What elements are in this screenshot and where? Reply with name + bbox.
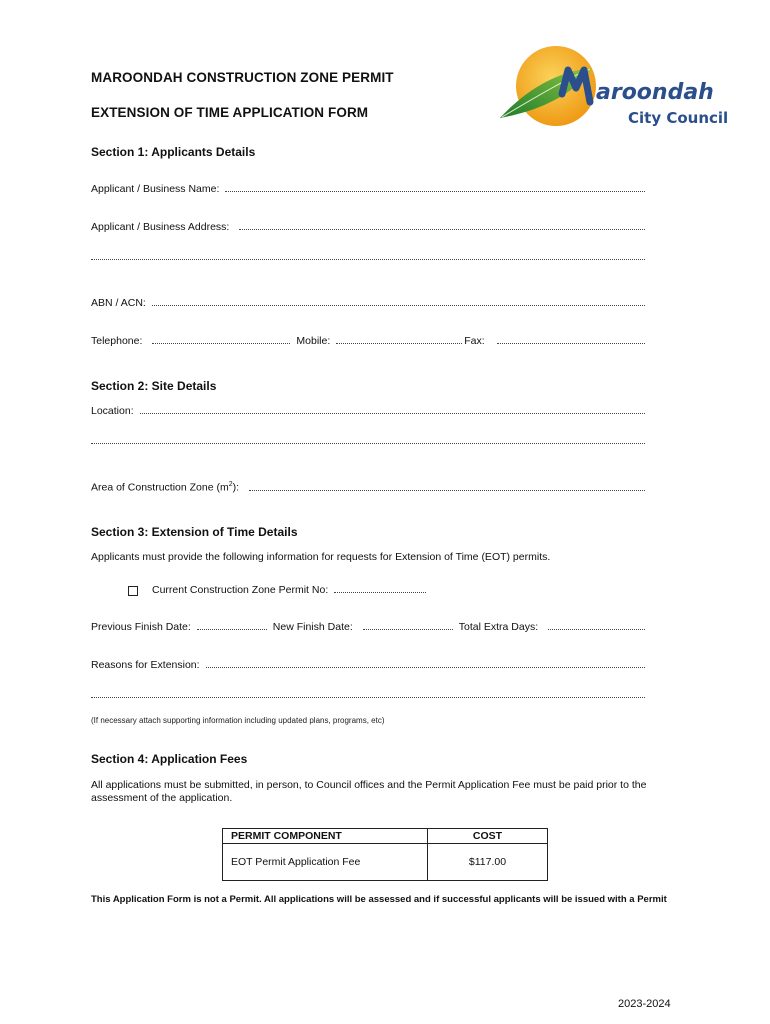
area-label: Area of Construction Zone $(m^2)$:: [91, 481, 240, 494]
section3-heading: Section 3: Extension of Time Details: [91, 525, 298, 539]
fees-header-component: PERMIT COMPONENT: [223, 829, 428, 844]
logo-wordmark: aroondah: [596, 80, 714, 105]
new-finish-label: New Finish Date:: [272, 621, 353, 633]
previous-finish-line[interactable]: [197, 629, 267, 630]
location-label: Location:: [91, 405, 134, 417]
section1-heading: Section 1: Applicants Details: [91, 145, 256, 159]
disclaimer-text: This Application Form is not a Permit. All applications will be assessed and if successful applicants will be issued with a Permit: [91, 894, 667, 905]
telephone-line[interactable]: [152, 343, 290, 344]
reasons-line2-field[interactable]: [91, 697, 647, 701]
current-permit-line[interactable]: [334, 592, 426, 593]
business-name-line[interactable]: [225, 191, 645, 192]
reasons-label: Reasons for Extension:: [91, 659, 200, 671]
area-line[interactable]: [249, 490, 645, 491]
dates-row: [91, 621, 647, 633]
section2-heading: Section 2: Site Details: [91, 379, 217, 393]
business-name-label: Applicant / Business Name:: [91, 183, 220, 195]
abn-label: ABN / ACN:: [91, 297, 146, 309]
location-line2[interactable]: [91, 443, 645, 444]
area-field[interactable]: [91, 481, 647, 494]
abn-field[interactable]: [91, 297, 647, 309]
fax-label: Fax:: [464, 335, 485, 347]
total-extra-days-label: Total Extra Days:: [458, 621, 539, 633]
new-finish-line[interactable]: [363, 629, 453, 630]
business-address-field[interactable]: [91, 221, 647, 233]
attachment-note: (If necessary attach supporting information including updated plans, programs, etc): [91, 716, 385, 725]
location-line[interactable]: [140, 413, 645, 414]
reasons-field[interactable]: [91, 659, 647, 671]
current-permit-label: Current Construction Zone Permit No:: [152, 584, 329, 596]
reasons-line[interactable]: [206, 667, 645, 668]
table-row: [223, 844, 548, 881]
fees-header-cost: COST: [428, 829, 548, 844]
reasons-line2[interactable]: [91, 697, 645, 698]
mobile-line[interactable]: [336, 343, 462, 344]
fax-line[interactable]: [497, 343, 645, 344]
form-title-line2: EXTENSION OF TIME APPLICATION FORM: [91, 105, 369, 120]
section3-intro: Applicants must provide the following information for requests for Extension of Time (EOT) permits.: [91, 551, 551, 563]
mobile-label: Mobile:: [296, 335, 331, 347]
form-year: 2023-2024: [618, 998, 671, 1010]
fee-cost-cell: $117.00: [428, 844, 548, 881]
business-name-field[interactable]: [91, 183, 647, 195]
form-title-line1: MAROONDAH CONSTRUCTION ZONE PERMIT: [91, 70, 394, 85]
current-permit-checkbox[interactable]: [128, 586, 138, 596]
abn-line[interactable]: [152, 305, 645, 306]
location-line2-field[interactable]: [91, 443, 647, 447]
business-address-line2-field[interactable]: [91, 259, 647, 263]
fees-table-header-row: [223, 829, 548, 844]
business-address-line[interactable]: [239, 229, 645, 230]
previous-finish-label: Previous Finish Date:: [91, 621, 191, 633]
business-address-label: Applicant / Business Address:: [91, 221, 230, 233]
section4-intro: All applications must be submitted, in person, to Council offices and the Permit Application Fee must be paid prior to the assessment of the application.: [91, 779, 647, 804]
business-address-line2[interactable]: [91, 259, 645, 260]
fee-component-cell: EOT Permit Application Fee: [223, 844, 428, 881]
current-permit-field[interactable]: [128, 584, 432, 596]
contact-row: [91, 335, 647, 347]
total-extra-days-line[interactable]: [548, 629, 645, 630]
fees-table: [222, 828, 548, 881]
telephone-label: Telephone:: [91, 335, 143, 347]
logo-subtitle: City Council: [628, 109, 729, 127]
section4-heading: Section 4: Application Fees: [91, 752, 248, 766]
location-field[interactable]: [91, 405, 647, 417]
